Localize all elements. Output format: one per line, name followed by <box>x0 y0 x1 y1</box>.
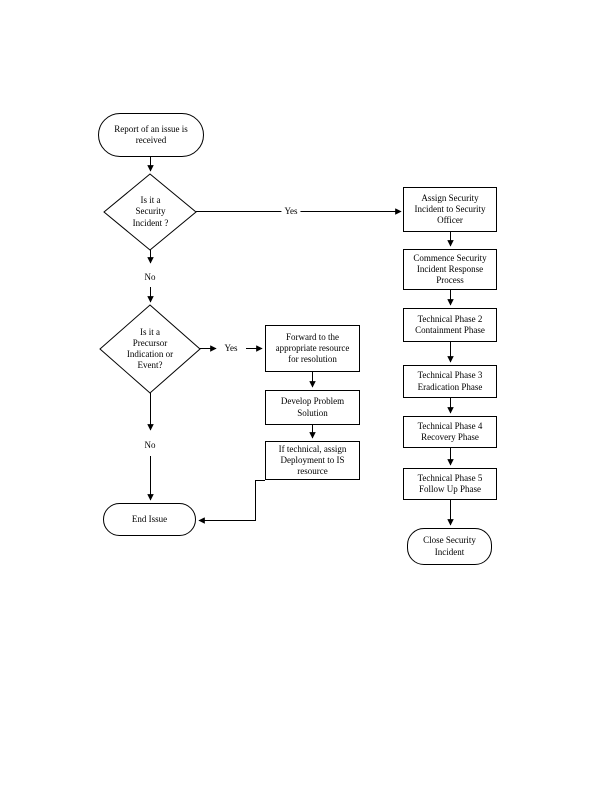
edge-iftechnical-to-endissue <box>199 481 265 521</box>
node-forward-resource: Forward to the appropriate resource for resolution <box>265 325 360 372</box>
node-develop-solution: Develop Problem Solution <box>265 390 360 425</box>
edge-label-security-no: No <box>142 272 159 282</box>
node-phase2-containment: Technical Phase 2 Containment Phase <box>403 308 497 342</box>
node-commence-response: Commence Security Incident Response Process <box>403 249 497 290</box>
node-end-issue: End Issue <box>103 503 196 536</box>
node-phase4-recovery: Technical Phase 4 Recovery Phase <box>403 416 497 448</box>
node-close-incident: Close Security Incident <box>407 528 492 565</box>
node-if-technical-assign: If technical, assign Deployment to IS resource <box>265 441 360 480</box>
node-decision-security-incident: Is it a Security Incident ? <box>132 195 169 228</box>
node-phase5-followup: Technical Phase 5 Follow Up Phase <box>403 468 497 500</box>
node-phase3-eradication: Technical Phase 3 Eradication Phase <box>403 365 497 398</box>
node-assign-security-officer: Assign Security Incident to Security Officer <box>403 187 497 232</box>
edge-label-security-yes: Yes <box>281 206 300 216</box>
node-decision-precursor-event: Is it a Precursor Indication or Event? <box>126 326 174 371</box>
edge-label-precursor-no: No <box>142 440 159 450</box>
edge-label-precursor-yes: Yes <box>221 343 240 353</box>
node-start: Report of an issue is received <box>98 113 204 157</box>
